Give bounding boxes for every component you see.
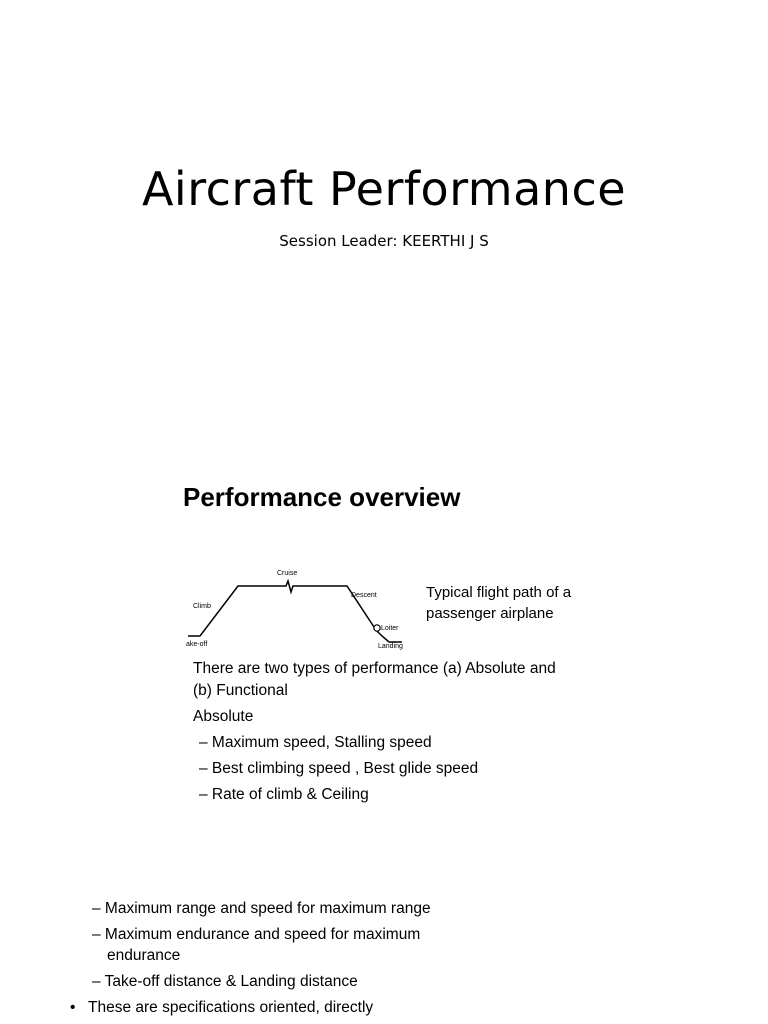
diagram-caption-line-1: Typical flight path of a xyxy=(426,584,572,601)
landing-label: Landing xyxy=(378,643,403,650)
climb-label: Climb xyxy=(193,603,211,610)
absolute-item: – Maximum speed, Stalling speed xyxy=(199,734,432,751)
absolute-label: Absolute xyxy=(193,708,254,725)
loiter-marker xyxy=(374,625,380,631)
absolute-item: – Best climbing speed , Best glide speed xyxy=(199,760,479,777)
functional-item: – Maximum range and speed for maximum range xyxy=(92,900,431,917)
functional-item: – Take-off distance & Landing distance xyxy=(92,973,358,990)
descent-label: Descent xyxy=(351,592,377,599)
bullet-text: These are specifications oriented, directly xyxy=(88,999,374,1016)
takeoff-label: ake-off xyxy=(186,641,208,648)
session-leader-subtitle: Session Leader: KEERTHI J S xyxy=(279,232,489,250)
bullet-symbol: • xyxy=(70,999,76,1016)
diagram-caption-line-2: passenger airplane xyxy=(426,605,554,622)
flight-path-diagram xyxy=(186,565,416,653)
cruise-label: Cruise xyxy=(277,570,298,577)
intro-line-2: (b) Functional xyxy=(193,682,288,699)
functional-item-continuation: endurance xyxy=(107,947,181,964)
diagram-caption xyxy=(426,582,571,624)
section-heading: Performance overview xyxy=(183,482,461,512)
page-title: Aircraft Performance xyxy=(141,162,627,216)
functional-item: – Maximum endurance and speed for maximum xyxy=(92,926,421,943)
intro-line-1: There are two types of performance (a) Absolute and xyxy=(193,660,556,677)
loiter-label: Loiter xyxy=(381,625,399,632)
absolute-item: – Rate of climb & Ceiling xyxy=(199,786,369,803)
flight-path-line xyxy=(188,581,402,642)
